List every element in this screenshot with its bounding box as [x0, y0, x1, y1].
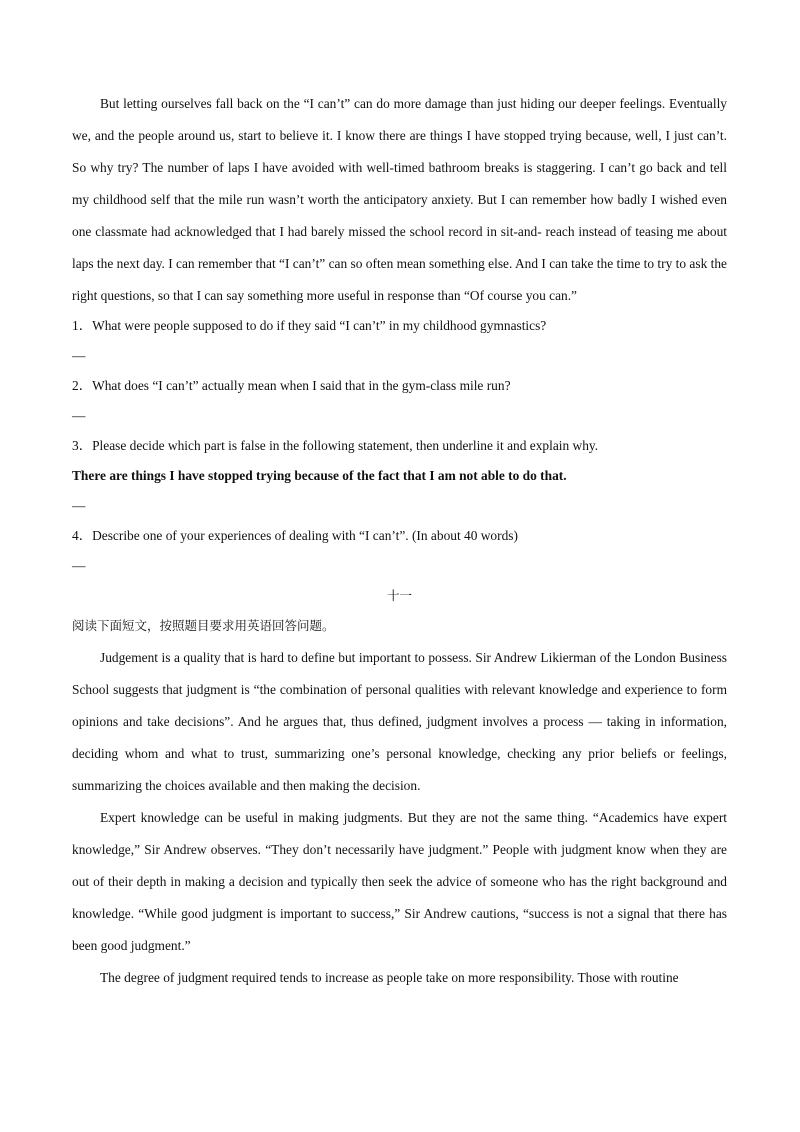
question-4: 4．Describe one of your experiences of dealing with “I can’t”. (In about 40 words)	[72, 528, 518, 543]
answer-line-1[interactable]: —	[72, 348, 86, 363]
passage2-paragraph-1: Judgement is a quality that is hard to define but important to possess. Sir Andrew Likierman of the London Business School suggests that judgment is “the combination of personal qualities with relevant knowledge and experience to form opinions and take decisions”. And he argues that, thus defined, judgment involves a process — taking in information, deciding whom and what to trust, summarizing one’s personal knowledge, checking any prior beliefs or feelings, summarizing the choices available and then making the decision.	[72, 650, 727, 793]
section-instruction: 阅读下面短文，按照题目要求用英语回答问题。	[72, 618, 335, 633]
question-2: 2．What does “I can’t” actually mean when I said that in the gym-class mile run?	[72, 378, 511, 393]
document-page	[72, 88, 727, 994]
passage2-paragraph-3: The degree of judgment required tends to increase as people take on more responsibility. Those with routine	[100, 970, 679, 985]
answer-line-3[interactable]: —	[72, 498, 86, 513]
passage2-paragraph-2: Expert knowledge can be useful in making judgments. But they are not the same thing. “Academics have expert knowledge,” Sir Andrew observes. “They don’t necessarily have judgment.” People with judgment know when they are out of their depth in making a decision and typically then seek the advice of someone who has the right background and knowledge. “While good judgment is important to success,” Sir Andrew cautions, “success is not a signal that there has been good judgment.”	[72, 810, 727, 953]
answer-line-2[interactable]: —	[72, 408, 86, 423]
passage1-paragraph: But letting ourselves fall back on the “I can’t” can do more damage than just hiding our deeper feelings. Eventually we, and the people around us, start to believe it. I know there are things I have stopped trying because, well, I just can’t. So why try? The number of laps I have avoided with well-timed bathroom breaks is staggering. I can’t go back and tell my childhood self that the mile run wasn’t worth the anticipatory anxiety. But I can remember how badly I wished even one classmate had acknowledged that I had barely missed the school record in sit-and- reach instead of teasing me about laps the next day. I can remember that “I can’t” can so often mean something else. And I can take the time to try to ask the right questions, so that I can say something more useful in response than “Of course you can.”	[72, 96, 727, 303]
question-3-statement: There are things I have stopped trying because of the fact that I am not able to do that.	[72, 468, 567, 483]
question-1: 1．What were people supposed to do if they said “I can’t” in my childhood gymnastics?	[72, 318, 547, 333]
section-number: 十一	[386, 588, 412, 603]
answer-line-4[interactable]: —	[72, 558, 86, 573]
question-3: 3．Please decide which part is false in the following statement, then underline it and explain why.	[72, 438, 599, 453]
